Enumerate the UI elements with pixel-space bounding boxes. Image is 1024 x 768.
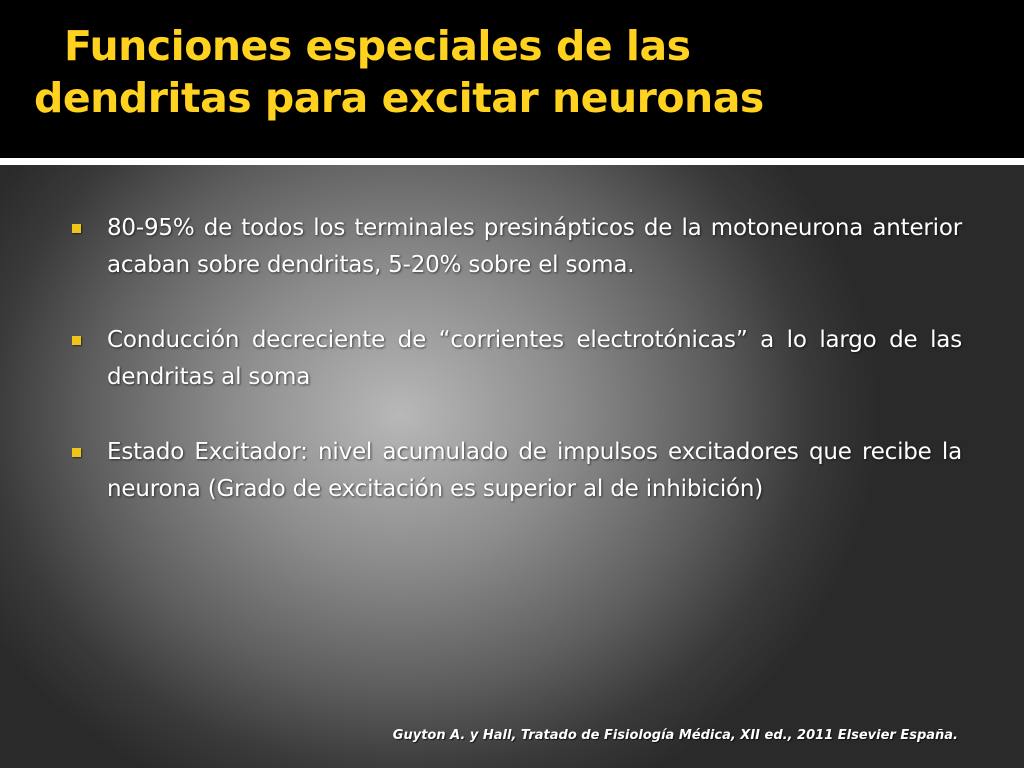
bullet-text: 80-95% de todos los terminales presinápticos de la motoneurona anterior acaban sobre dendritas, 5-20% sobre el soma. [107,215,962,278]
citation: Guyton A. y Hall, Tratado de Fisiología Médica, XII ed., 2011 Elsevier España. [392,728,958,743]
title-line-2: dendritas para excitar neuronas [34,74,764,122]
title-divider [0,158,1024,165]
content-area [0,165,1024,768]
square-bullet-icon [72,448,81,457]
square-bullet-icon [72,336,81,345]
bullet-item [72,434,962,508]
bullet-text: Conducción decreciente de “corrientes electrotónicas” a lo largo de las dendritas al soma [107,327,962,390]
slide-title [34,20,984,124]
title-line-1: Funciones especiales de las [64,22,691,70]
title-band [0,0,1024,158]
bullet-list [72,210,962,546]
bullet-item [72,210,962,284]
bullet-item [72,322,962,396]
square-bullet-icon [72,224,81,233]
bullet-text: Estado Excitador: nivel acumulado de impulsos excitadores que recibe la neurona (Grado de excitación es superior al de inhibición) [107,439,962,502]
